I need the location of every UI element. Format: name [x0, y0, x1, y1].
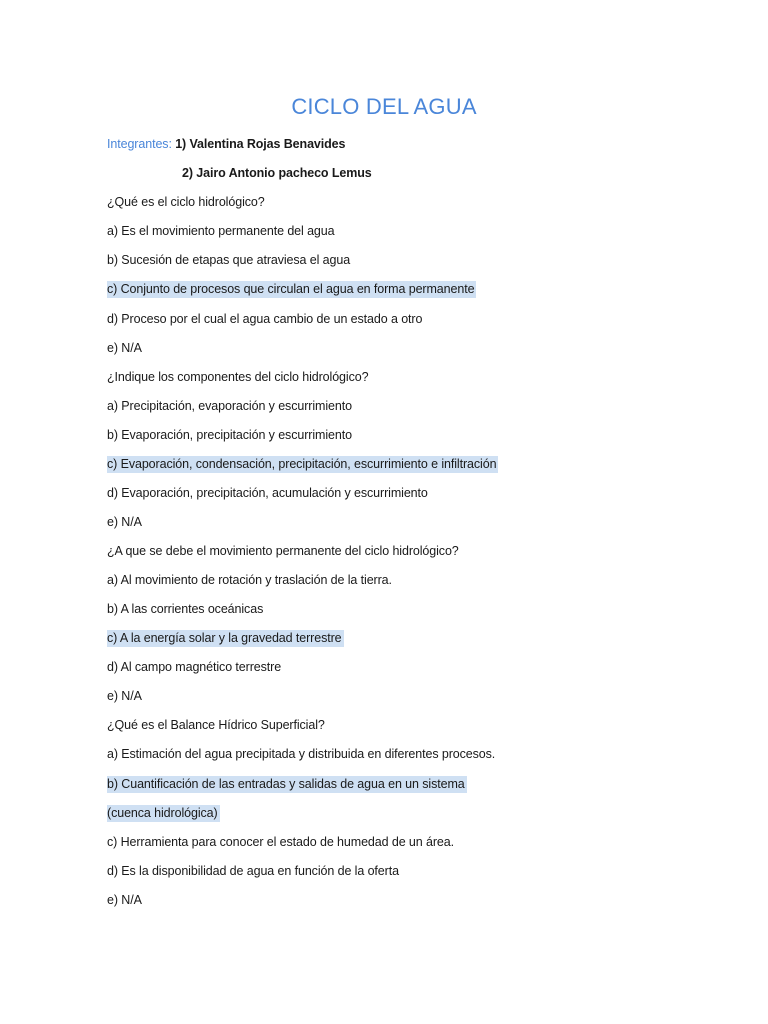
member-2: 2) Jairo Antonio pacheco Lemus [182, 166, 372, 180]
q3-option-d: d) Al campo magnético terrestre [107, 660, 282, 674]
q2-option-a: a) Precipitación, evaporación y escurrimiento [107, 399, 352, 413]
q4-option-c: c) Herramienta para conocer el estado de humedad de un área. [107, 835, 454, 849]
document-title: CICLO DEL AGUA [291, 94, 477, 119]
q1-option-e: e) N/A [107, 341, 142, 355]
q1-option-c-highlighted [107, 280, 476, 298]
q2-option-c-highlighted [107, 455, 498, 473]
q2-option-e: e) N/A [107, 515, 142, 529]
q2-option-b: b) Evaporación, precipitación y escurrimiento [107, 428, 352, 442]
q2-question: ¿Indique los componentes del ciclo hidrológico? [107, 370, 369, 384]
q4-option-d: d) Es la disponibilidad de agua en función de la oferta [107, 864, 399, 878]
q4-option-b-line2-highlighted [107, 804, 220, 822]
q4-option-b-line2: (cuenca hidrológica) [107, 806, 218, 820]
q1-option-c: c) Conjunto de procesos que circulan el agua en forma permanente [107, 282, 475, 296]
q4-option-b-line1: b) Cuantificación de las entradas y salidas de agua en un sistema [107, 777, 465, 791]
q1-option-a: a) Es el movimiento permanente del agua [107, 224, 335, 238]
integrantes-line [107, 135, 345, 153]
q3-option-c-highlighted [107, 629, 344, 647]
q1-option-d: d) Proceso por el cual el agua cambio de un estado a otro [107, 312, 423, 326]
integrantes-label: Integrantes: [107, 137, 172, 151]
q1-question: ¿Qué es el ciclo hidrológico? [107, 195, 265, 209]
q1-option-b: b) Sucesión de etapas que atraviesa el agua [107, 253, 351, 267]
q2-option-d: d) Evaporación, precipitación, acumulación y escurrimiento [107, 486, 428, 500]
q3-option-a: a) Al movimiento de rotación y traslación de la tierra. [107, 573, 392, 587]
q4-option-a: a) Estimación del agua precipitada y distribuida en diferentes procesos. [107, 747, 496, 761]
q4-question: ¿Qué es el Balance Hídrico Superficial? [107, 718, 325, 732]
member-1: 1) Valentina Rojas Benavides [175, 137, 346, 151]
q3-option-e: e) N/A [107, 689, 142, 703]
q2-option-c: c) Evaporación, condensación, precipitación, escurrimiento e infiltración [107, 457, 497, 471]
q3-option-c: c) A la energía solar y la gravedad terrestre [107, 631, 342, 645]
q4-option-b-line1-highlighted [107, 775, 467, 793]
q3-question: ¿A que se debe el movimiento permanente del ciclo hidrológico? [107, 544, 459, 558]
member-2-line [182, 164, 372, 182]
q3-option-b: b) A las corrientes oceánicas [107, 602, 264, 616]
q4-option-e: e) N/A [107, 893, 142, 907]
